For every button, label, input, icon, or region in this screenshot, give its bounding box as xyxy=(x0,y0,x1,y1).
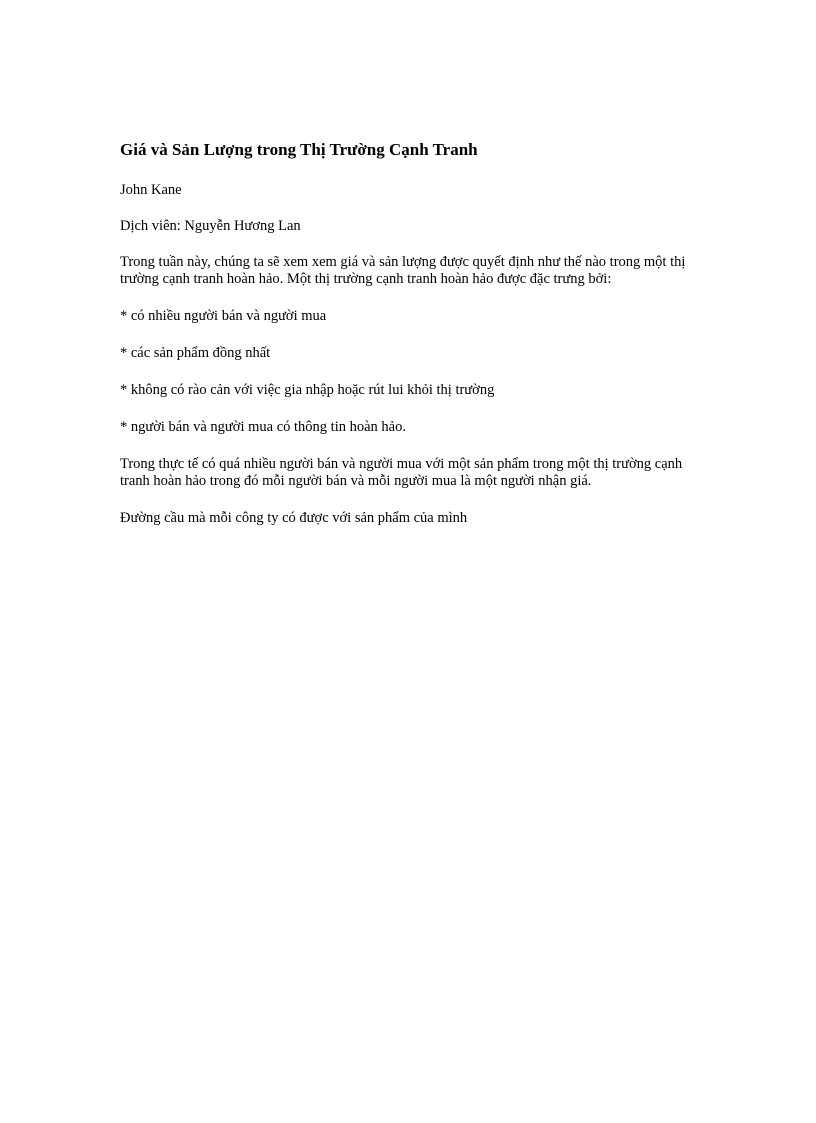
body-paragraph: Đường cầu mà mỗi công ty có được với sản phẩm của mình xyxy=(120,510,468,526)
bullet-item: * người bán và người mua có thông tin hoàn hảo. xyxy=(120,419,406,435)
bullet-item: * có nhiều người bán và người mua xyxy=(120,308,327,324)
document-author: John Kane xyxy=(120,182,182,198)
bullet-item: * các sản phẩm đồng nhất xyxy=(120,345,271,361)
intro-paragraph: Trong tuần này, chúng ta sẽ xem xem giá và sản lượng được quyết định như thế nào trong một thị trường cạnh tranh hoàn hảo. Một thị trường cạnh tranh hoàn hảo được đặc trưng bởi: xyxy=(120,254,686,287)
document-title: Giá và Sản Lượng trong Thị Trường Cạnh Tranh xyxy=(120,140,478,159)
document-body xyxy=(120,138,710,547)
body-paragraph: Trong thực tế có quá nhiều người bán và người mua với một sản phẩm trong một thị trường cạnh tranh hoàn hảo trong đó mỗi người bán và mỗi người mua là một người nhận giá. xyxy=(120,456,683,489)
document-translator: Dịch viên: Nguyễn Hương Lan xyxy=(120,218,301,234)
bullet-item: * không có rào cản với việc gia nhập hoặc rút lui khỏi thị trường xyxy=(120,382,495,398)
